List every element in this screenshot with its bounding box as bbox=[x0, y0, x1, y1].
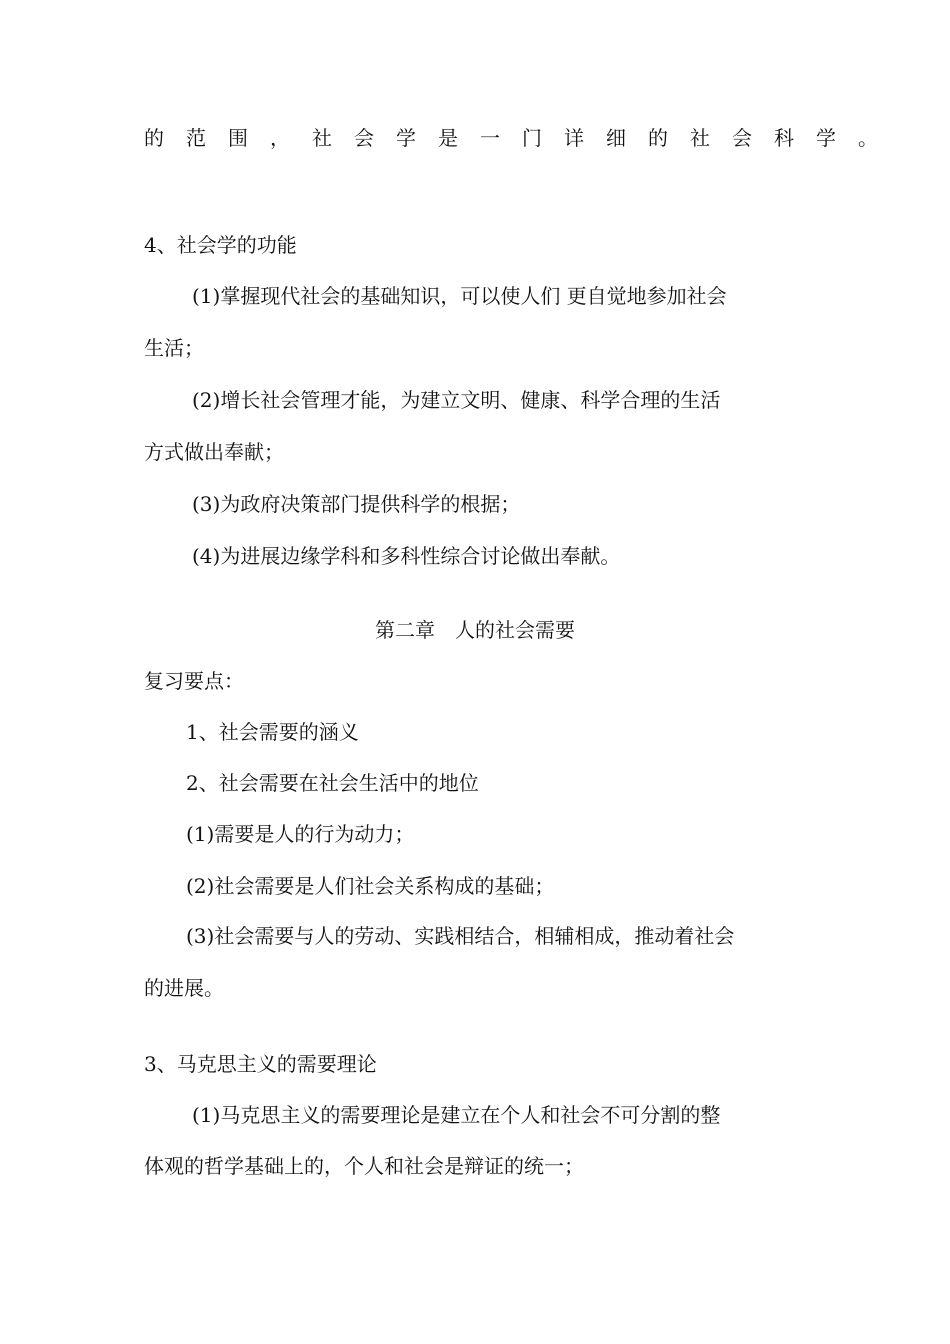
review-point: 2、社会需要在社会生活中的地位 bbox=[186, 771, 479, 795]
list-item: (3)社会需要与人的劳动、实践相结合，相辅相成，推动着社会 bbox=[186, 924, 735, 948]
paragraph-continuation: 的范围，社会学是一门详细的社会科学。 bbox=[144, 126, 900, 150]
list-item: (2)社会需要是人们社会关系构成的基础； bbox=[186, 874, 555, 898]
list-item-continuation: 的进展。 bbox=[144, 976, 224, 1000]
list-item: (1)需要是人的行为动力； bbox=[186, 822, 415, 846]
chapter-title: 第二章 人的社会需要 bbox=[375, 618, 575, 642]
section-heading: 4、社会学的功能 bbox=[144, 233, 297, 257]
list-item: (4)为进展边缘学科和多科性综合讨论做出奉献。 bbox=[192, 544, 621, 568]
section-heading: 3、马克思主义的需要理论 bbox=[144, 1052, 377, 1076]
list-item: (3)为政府决策部门提供科学的根据； bbox=[192, 492, 521, 516]
list-item: (1)掌握现代社会的基础知识，可以使人们 更自觉地参加社会 bbox=[192, 284, 727, 308]
list-item-continuation: 方式做出奉献； bbox=[144, 440, 284, 464]
review-heading: 复习要点： bbox=[144, 669, 244, 693]
list-item-continuation: 生活； bbox=[144, 336, 204, 360]
list-item: (2)增长社会管理才能，为建立文明、健康、科学合理的生活 bbox=[192, 388, 721, 412]
list-item: (1)马克思主义的需要理论是建立在个人和社会不可分割的整 bbox=[192, 1103, 721, 1127]
review-point: 1、社会需要的涵义 bbox=[186, 720, 359, 744]
list-item-continuation: 体观的哲学基础上的，个人和社会是辩证的统一； bbox=[144, 1154, 584, 1178]
